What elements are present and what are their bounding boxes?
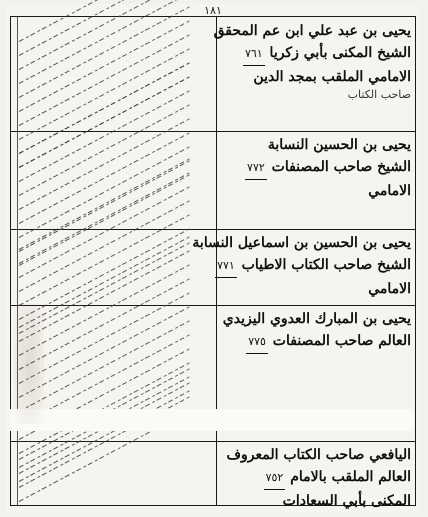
entry-row xyxy=(11,17,415,132)
entry-text xyxy=(192,232,411,302)
entry-line xyxy=(219,330,411,354)
entry-line: المكنى بأبي السعادات xyxy=(282,493,411,509)
torn-strip xyxy=(10,409,414,431)
marginal-notes xyxy=(19,21,213,127)
entry-text xyxy=(219,134,411,226)
entry-line: الامامي xyxy=(368,281,411,297)
entry-line xyxy=(219,156,411,180)
entry-line: يحيى بن عبد علي ابن عم المحقق xyxy=(213,23,411,39)
entry-line xyxy=(219,466,411,490)
entry-line: اليافعي صاحب الكتاب المعروف xyxy=(226,447,411,463)
entry-line-text: الشيخ المكنى بأبي زكريا xyxy=(269,45,411,61)
entry-line-text: الشيخ صاحب المصنفات xyxy=(271,159,411,175)
page-number: ١٨١ xyxy=(204,4,222,17)
entry-line-text: العالم صاحب المصنفات xyxy=(272,333,411,349)
entry-line: يحيى بن المبارك العدوي اليزيدي xyxy=(222,311,411,327)
entry-number: ٧٧٢ xyxy=(245,157,267,180)
entry-line: الامامي xyxy=(368,183,411,199)
manuscript-page xyxy=(6,4,420,512)
entry-line-text: الشيخ صاحب الكتاب الاطياب xyxy=(241,257,411,273)
entry-line: يحيى بن الحسين النسابة xyxy=(267,137,411,153)
entry-line: الامامي الملقب بمجد الدين xyxy=(253,69,411,85)
entry-number: ٧٥٢ xyxy=(264,467,286,490)
entry-number: ٧٦١ xyxy=(243,43,265,66)
table-frame xyxy=(10,16,416,509)
entry-row xyxy=(11,131,415,230)
entry-note: صاحب الكتاب xyxy=(347,88,411,101)
entry-row xyxy=(11,229,415,306)
entry-line xyxy=(219,42,411,66)
entry-line-text: العالم الملقب بالامام xyxy=(290,469,411,485)
entry-text xyxy=(219,444,411,509)
entry-line xyxy=(219,254,411,278)
marginal-notes xyxy=(19,445,213,501)
entry-row xyxy=(11,441,415,509)
paper-stain xyxy=(14,304,44,424)
entry-line: يحيى بن الحسين بن اسماعيل النسابة xyxy=(192,235,411,251)
entry-number: ٧٧٥ xyxy=(246,331,268,354)
entry-number: ٧٧١ xyxy=(215,255,237,278)
entry-text xyxy=(213,20,411,128)
